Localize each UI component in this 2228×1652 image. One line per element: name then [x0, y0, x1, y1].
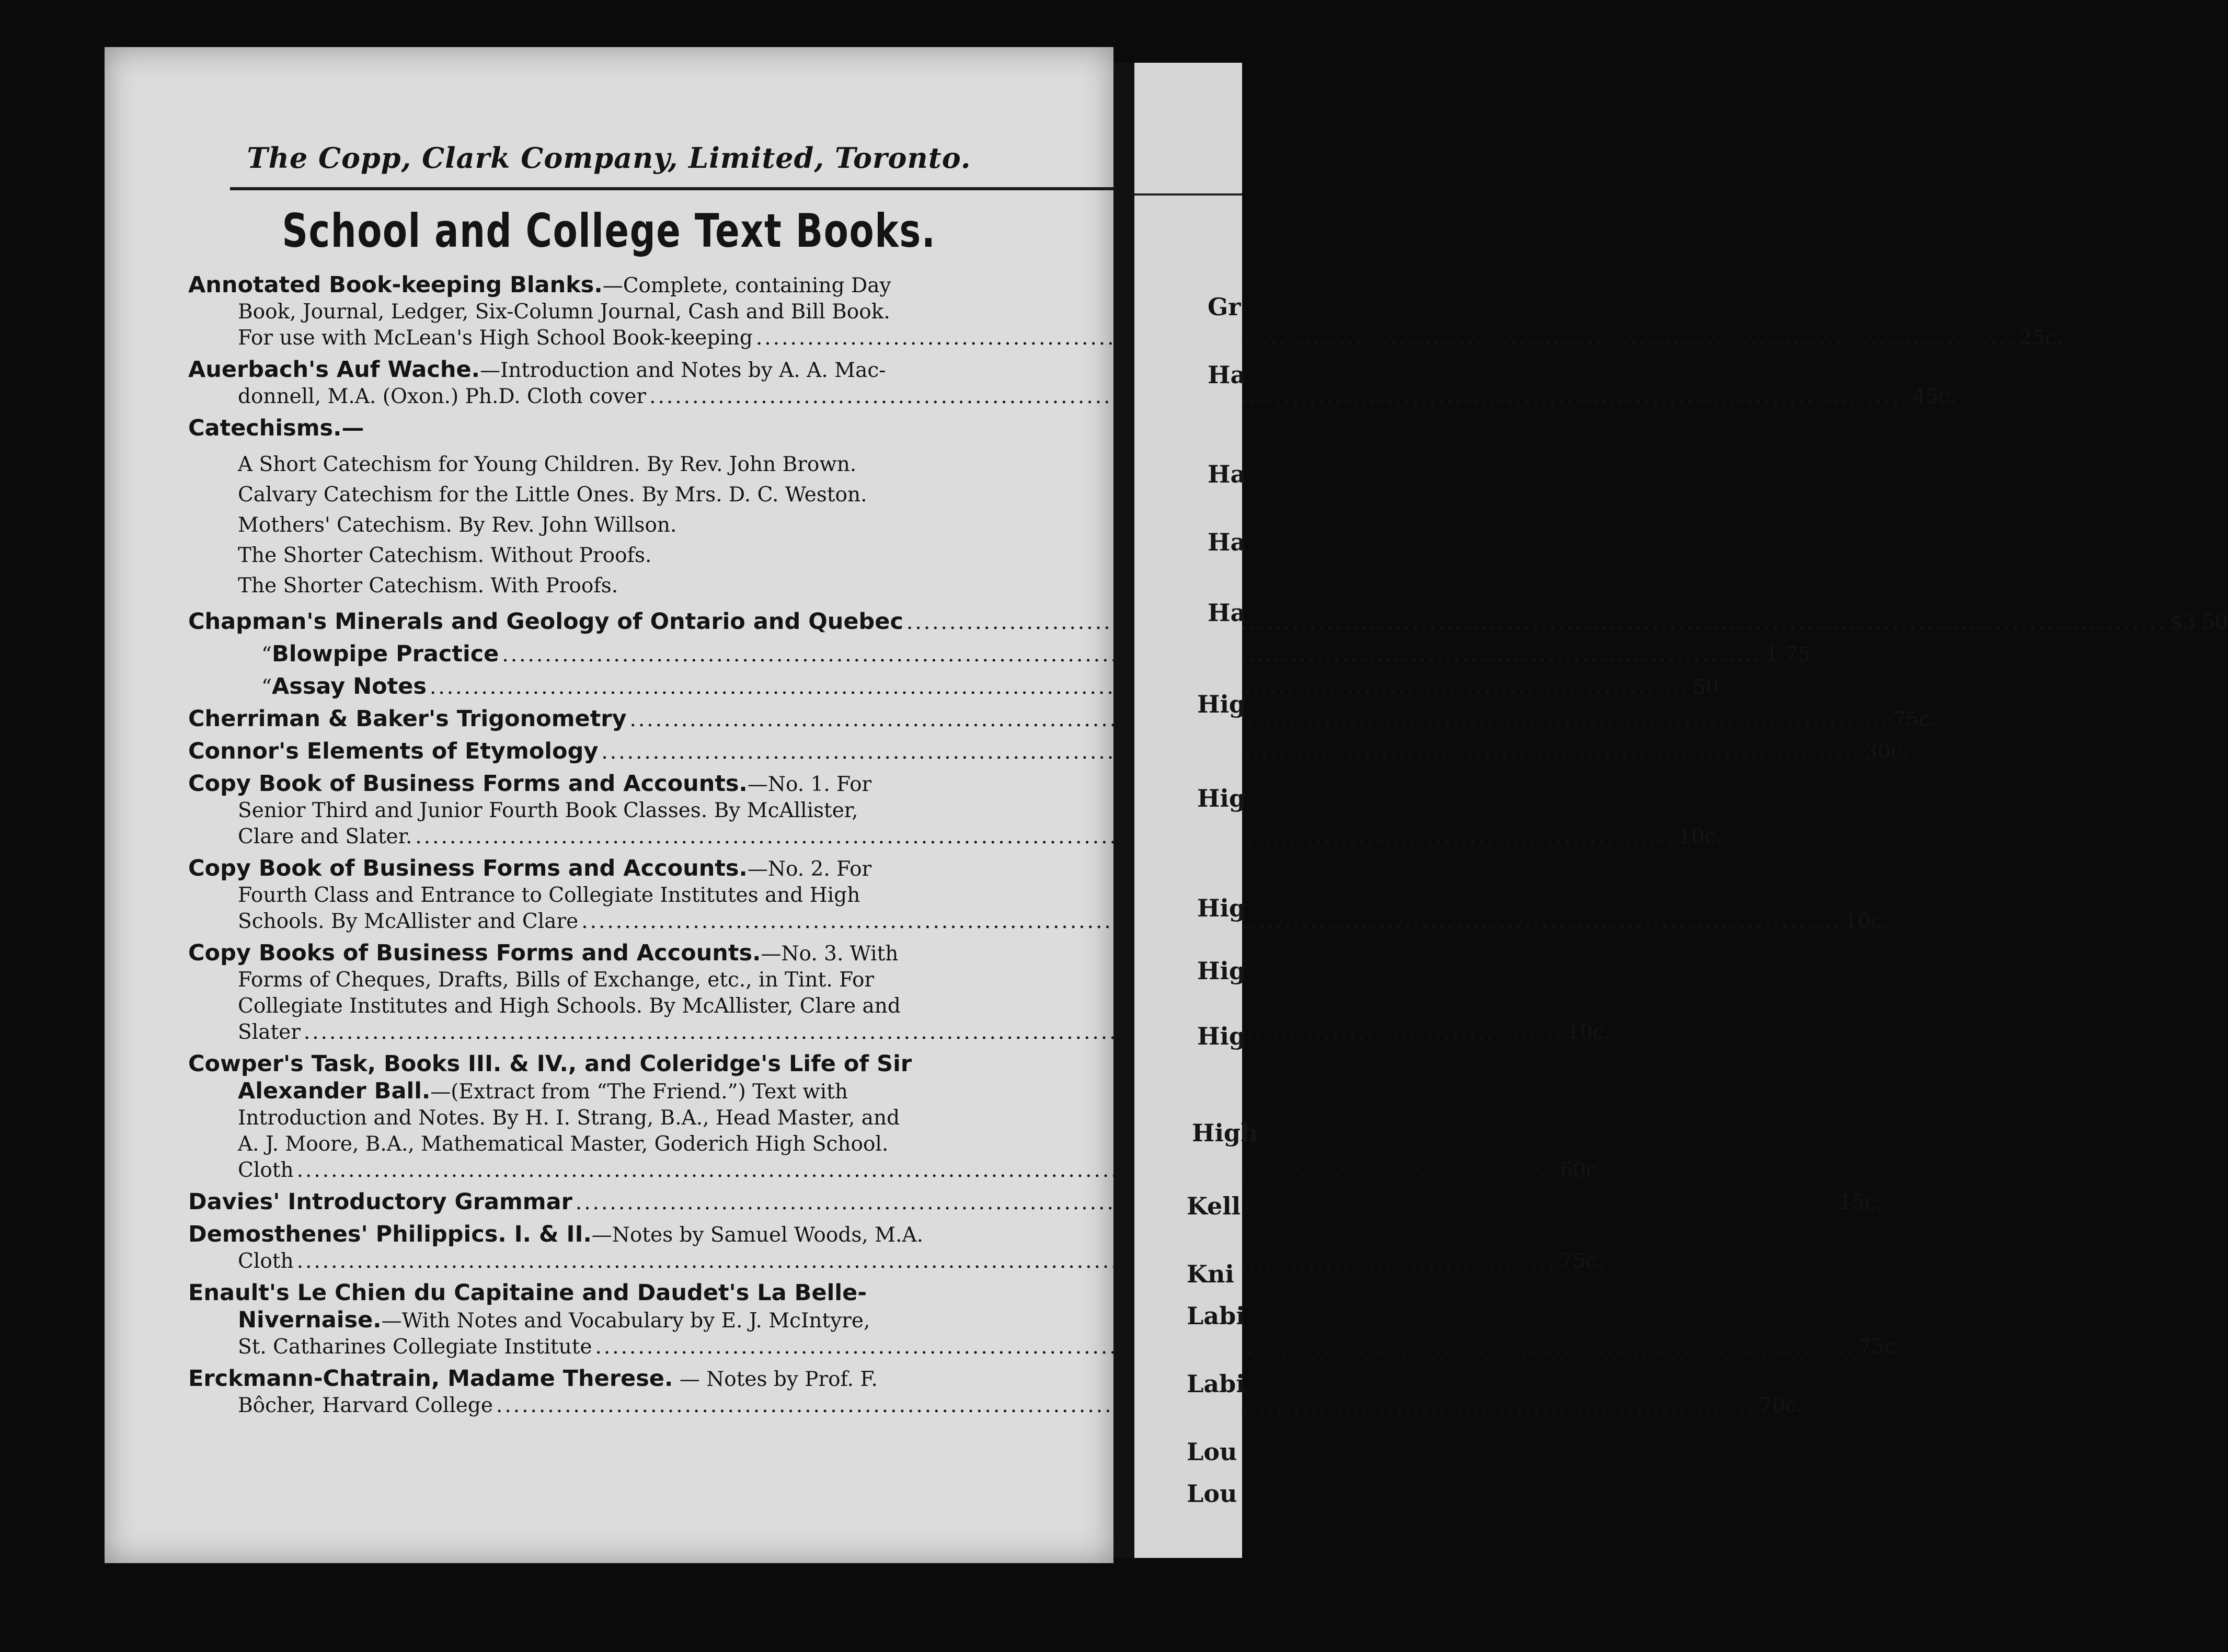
entry-last-line: donnell, M.A. (Oxon.) Ph.D. Cloth cover [238, 385, 647, 408]
entry-price: 30c. [1864, 740, 1909, 764]
entry-last-line: Schools. By McAllister and Clare [238, 910, 579, 933]
list-item [188, 641, 1811, 668]
entry-price: 1 75 [1765, 643, 1811, 667]
catechism-item: The Shorter Catechism. Without Proofs. [238, 544, 652, 567]
entry-desc: —No. 1. For [747, 773, 872, 796]
entry-title: Annotated Book-keeping Blanks. [188, 272, 603, 298]
entry-title: Copy Book of Business Forms and Accounts. [188, 771, 748, 797]
entry-price: 50 [1693, 675, 1719, 699]
facing-page-fragment: Kell [1187, 1192, 1241, 1220]
entry-desc: —Notes by Samuel Woods, M.A. [591, 1223, 924, 1247]
entry-desc: —With Notes and Vocabulary by E. J. McIntyre, [381, 1309, 870, 1333]
entry-title: Erckmann-Chatrain, Madame Therese. [188, 1366, 673, 1392]
entry-price: 70c. [1759, 1394, 1804, 1417]
catechism-item: A Short Catechism for Young Children. By Rev. John Brown. [238, 453, 857, 476]
ditto-mark: “ [261, 643, 272, 667]
entry-desc-line: Introduction and Notes. By H. I. Strang, B.A., Head Master, and [238, 1106, 900, 1130]
entry-last-line: Bôcher, Harvard College [238, 1394, 493, 1417]
facing-page-fragment: Lou [1187, 1438, 1237, 1466]
list-item [188, 738, 1909, 765]
list-item [188, 1051, 1604, 1184]
entry-last-line: Slater [238, 1020, 301, 1044]
entry-price: $3 50 [2169, 611, 2228, 634]
ditto-mark: “ [261, 675, 272, 699]
facing-page-fragment: Hig [1197, 957, 1246, 985]
facing-page-fragment: Hig [1197, 1022, 1246, 1050]
catechism-item: The Shorter Catechism. With Proofs. [238, 574, 618, 598]
entry-desc: —(Extract from “The Friend.”) Text with [430, 1080, 848, 1104]
facing-page-fragment: Ha [1208, 599, 1246, 627]
entry-price: 10c. [1844, 910, 1889, 933]
entry-price: 45c. [1912, 385, 1957, 408]
entry-title: Assay Notes [271, 673, 427, 699]
entry-last-line: Cloth [238, 1249, 294, 1273]
facing-page-fragment: Hig [1197, 784, 1246, 812]
entry-last-line: Clare and Slater. [238, 825, 412, 848]
catechism-item: Calvary Catechism for the Little Ones. By Mrs. D. C. Weston. [238, 483, 867, 507]
facing-page-fragment: Lou [1187, 1479, 1237, 1508]
list-item [188, 855, 1889, 935]
page-header: The Copp, Clark Company, Limited, Toronto. [247, 141, 971, 175]
entry-title: Connor's Elements of Etymology [188, 738, 599, 764]
list-item [188, 415, 1113, 601]
entry-desc-line: A. J. Moore, B.A., Mathematical Master, Goderich High School. [238, 1132, 889, 1156]
entry-desc-line: Senior Third and Junior Fourth Book Classes. By McAllister, [238, 799, 858, 822]
entry-title: Copy Books of Business Forms and Accounts. [188, 940, 761, 966]
list-item [188, 706, 1937, 733]
entry-desc-line: Forms of Cheques, Drafts, Bills of Exchange, etc., in Tint. For [238, 968, 875, 992]
entry-title: Copy Book of Business Forms and Accounts. [188, 855, 748, 881]
entry-title: Demosthenes' Philippics. I. & II. [188, 1221, 592, 1247]
entry-price: 15c. [1839, 1191, 1883, 1214]
book-gutter [1113, 63, 1134, 1558]
entry-price: 25c. [2019, 326, 2063, 350]
facing-page [1134, 63, 1258, 1558]
entry-price: 10c. [1567, 1020, 1611, 1044]
entry-desc-line: Book, Journal, Ledger, Six-Column Journal, Cash and Bill Book. [238, 300, 890, 324]
entry-last-line: For use with McLean's High School Book-keeping [238, 326, 753, 350]
entry-last-line: St. Catharines Collegiate Institute [238, 1335, 592, 1359]
entry-price: 10c. [1678, 825, 1722, 848]
entry-title: Cowper's Task, Books III. & IV., and Coleridge's Life of Sir [188, 1051, 912, 1077]
facing-page-fragment: Kni [1187, 1260, 1234, 1288]
list-item [188, 940, 1611, 1046]
list-item [188, 609, 2228, 636]
entry-title-continued: Alexander Ball. [238, 1078, 431, 1104]
entry-desc: —Introduction and Notes by A. A. Mac- [479, 359, 886, 382]
entry-desc-line: Collegiate Institutes and High Schools. By McAllister, Clare and [238, 994, 901, 1018]
facing-page-fragment: Gr [1208, 293, 1241, 321]
section-title: School and College Text Books. [282, 204, 936, 258]
facing-page-fragment: Hig [1197, 690, 1246, 718]
entry-title: Auerbach's Auf Wache. [188, 357, 480, 383]
facing-page-fragment: Ha [1208, 460, 1246, 488]
entry-price: 75c. [1892, 708, 1937, 731]
entry-title: Blowpipe Practice [271, 641, 499, 667]
entry-desc: —No. 2. For [747, 857, 872, 881]
entry-last-line: Cloth [238, 1158, 294, 1182]
entry-price: 75c. [1559, 1249, 1604, 1273]
list-item [188, 673, 1719, 701]
entry-desc: —No. 3. With [761, 942, 899, 966]
facing-page-fragment: Hig [1197, 894, 1246, 922]
facing-page-rule [1134, 193, 1242, 196]
entry-desc-line: Fourth Class and Entrance to Collegiate Institutes and High [238, 884, 860, 907]
entry-price: 75c. [1858, 1335, 1902, 1359]
entry-title: Cherriman & Baker's Trigonometry [188, 706, 627, 732]
entry-title: Catechisms.— [188, 415, 364, 441]
facing-page-fragment: High [1192, 1119, 1258, 1147]
entry-title: Enault's Le Chien du Capitaine and Daudet's La Belle- [188, 1280, 867, 1306]
facing-page-fragment: Labi [1187, 1302, 1245, 1330]
entry-title: Davies' Introductory Grammar [188, 1189, 572, 1215]
entry-price: 60c. [1559, 1158, 1604, 1182]
entry-title-continued: Nivernaise. [238, 1307, 382, 1333]
facing-page-fragment: Ha [1208, 528, 1246, 556]
facing-page-fragment: Labi [1187, 1370, 1245, 1398]
entry-title: Chapman's Minerals and Geology of Ontario and Quebec [188, 609, 903, 635]
catechism-item: Mothers' Catechism. By Rev. John Willson. [238, 513, 677, 537]
entry-desc: — Notes by Prof. F. [673, 1368, 878, 1391]
entry-desc: —Complete, containing Day [602, 274, 891, 297]
facing-page-fragment: Ha [1208, 361, 1246, 389]
header-rule [230, 187, 1145, 190]
